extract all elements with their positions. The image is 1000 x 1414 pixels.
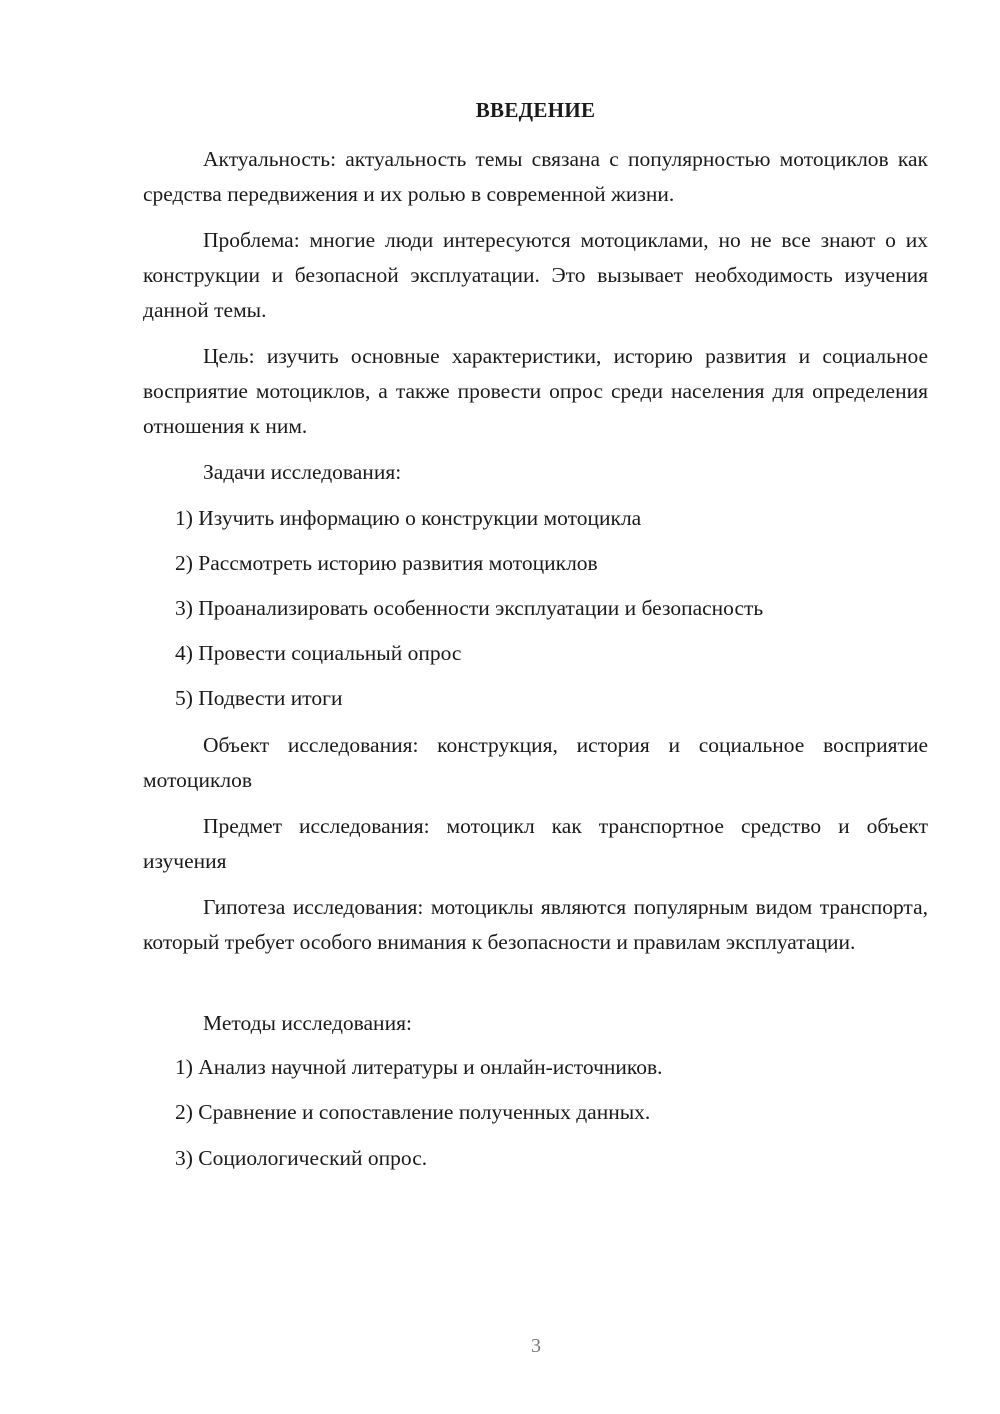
object-paragraph: Объект исследования: конструкция, история и социальное восприятие мотоциклов xyxy=(143,733,928,792)
hypothesis-paragraph: Гипотеза исследования: мотоциклы являются популярным видом транспорта, который требует особого внимания к безопасности и правилам эксплуатации. xyxy=(143,895,928,954)
subject-paragraph: Предмет исследования: мотоцикл как транспортное средство и объект изучения xyxy=(143,814,928,873)
page-number: 3 xyxy=(531,1335,541,1357)
method-item-2: 2) Сравнение и сопоставление полученных данных. xyxy=(175,1100,651,1124)
method-item-1: 1) Анализ научной литературы и онлайн-источников. xyxy=(175,1055,663,1079)
tasks-heading: Задачи исследования: xyxy=(203,460,402,484)
page-title: ВВЕДЕНИЕ xyxy=(475,98,596,122)
task-item-4: 4) Провести социальный опрос xyxy=(175,641,462,665)
task-item-5: 5) Подвести итоги xyxy=(175,686,343,710)
relevance-paragraph: Актуальность: актуальность темы связана с популярностью мотоциклов как средства передвижения и их ролью в современной жизни. xyxy=(143,147,928,206)
task-item-2: 2) Рассмотреть историю развития мотоциклов xyxy=(175,551,598,575)
task-item-3: 3) Проанализировать особенности эксплуатации и безопасность xyxy=(175,596,764,620)
method-item-3: 3) Социологический опрос. xyxy=(175,1146,428,1170)
methods-heading: Методы исследования: xyxy=(203,1011,412,1035)
goal-paragraph: Цель: изучить основные характеристики, историю развития и социальное восприятие мотоциклов, а также провести опрос среди населения для определения отношения к ним. xyxy=(143,344,928,438)
problem-paragraph: Проблема: многие люди интересуются мотоциклами, но не все знают о их конструкции и безопасной эксплуатации. Это вызывает необходимость изучения данной темы. xyxy=(143,228,928,322)
task-item-1: 1) Изучить информацию о конструкции мотоцикла xyxy=(175,506,642,530)
